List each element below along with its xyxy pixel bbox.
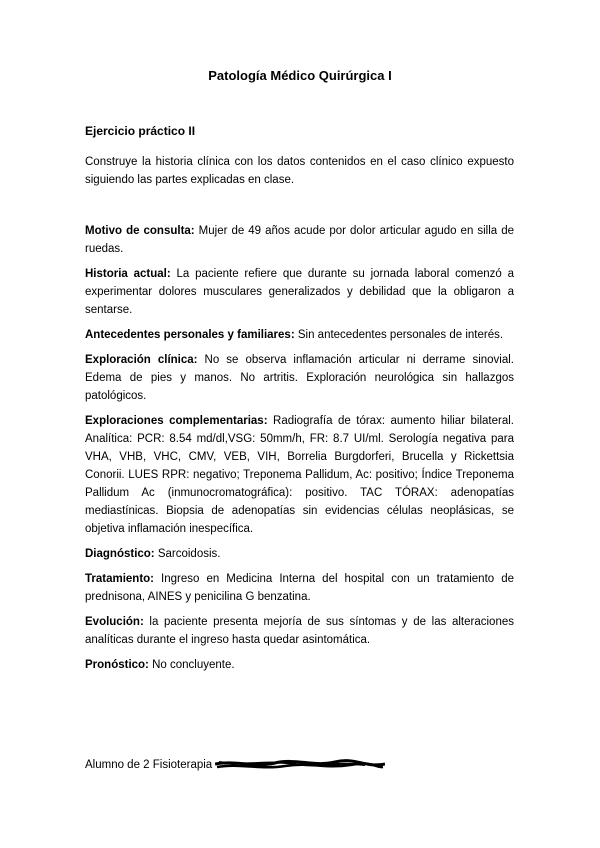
section-exploracion-clinica (85, 351, 514, 405)
section-antecedentes (85, 326, 514, 344)
exercise-heading: Ejercicio práctico II (85, 124, 196, 138)
section-label: Diagnóstico: (85, 548, 155, 560)
section-motivo-consulta (85, 222, 514, 258)
redaction-scribble-icon (215, 758, 385, 772)
section-label: Antecedentes personales y familiares: (85, 329, 295, 341)
section-text: Sin antecedentes personales de interés. (294, 329, 504, 341)
section-tratamiento (85, 570, 514, 606)
section-pronostico (85, 656, 514, 674)
section-text: Radiografía de tórax: aumento hiliar bilateral. Analítica: PCR: 8.54 md/dl,VSG: 50mm/h, FR: 8.7 UI/ml. Serología negativa para VHA, VHB, VHC, CMV, VEB, VIH, Borrelia Burgdorferi, Brucella y Rickettsia Conorii. LUES RPR: negativo; Treponema Pallidum, Ac: positivo; Índice Treponema Pallidum Ac (inmunocromatográfica): positivo. TAC TÓRAX: adenopatías mediastínicas. Biopsia de adenopatías sin evidencias células neoplásicas, se objetiva inflamación inespecífica. (85, 415, 514, 535)
footer-signature (85, 758, 385, 772)
section-label: Motivo de consulta: (85, 225, 195, 237)
section-text: Mujer de 49 años acude por dolor articular agudo en silla de ruedas. (85, 225, 514, 255)
section-exploraciones-complementarias (85, 412, 514, 538)
section-label: Evolución: (85, 616, 144, 628)
clinical-history (85, 222, 514, 681)
section-evolucion (85, 613, 514, 649)
section-label: Tratamiento: (85, 573, 155, 585)
section-text: No se observa inflamación articular ni derrame sinovial. Edema de pies y manos. No artritis. Exploración neurológica sin hallazgos patológicos. (85, 354, 514, 402)
section-text: No concluyente. (148, 659, 235, 671)
redacted-name-scribble (215, 758, 385, 772)
footer-text: Alumno de 2 Fisioterapia (85, 759, 216, 772)
exercise-instructions: Construye la historia clínica con los datos contenidos en el caso clínico expuesto siguiendo las partes explicadas en clase. (85, 156, 514, 186)
section-text: La paciente refiere que durante su jornada laboral comenzó a experimentar dolores musculares generalizados y debilidad que la obligaron a sentarse. (85, 268, 514, 316)
section-label: Historia actual: (85, 268, 171, 280)
section-text: Sarcoidosis. (154, 548, 221, 560)
section-text: Ingreso en Medicina Interna del hospital con un tratamiento de prednisona, AINES y penicilina G benzatina. (85, 573, 514, 603)
section-historia-actual (85, 265, 514, 319)
section-label: Pronóstico: (85, 659, 149, 671)
section-diagnostico (85, 545, 514, 563)
document-title: Patología Médico Quirúrgica I (208, 68, 392, 83)
section-text: la paciente presenta mejoría de sus síntomas y de las alteraciones analíticas durante el ingreso hasta quedar asintomática. (85, 616, 514, 646)
section-label: Exploración clínica: (85, 354, 198, 366)
section-label: Exploraciones complementarias: (85, 415, 268, 427)
